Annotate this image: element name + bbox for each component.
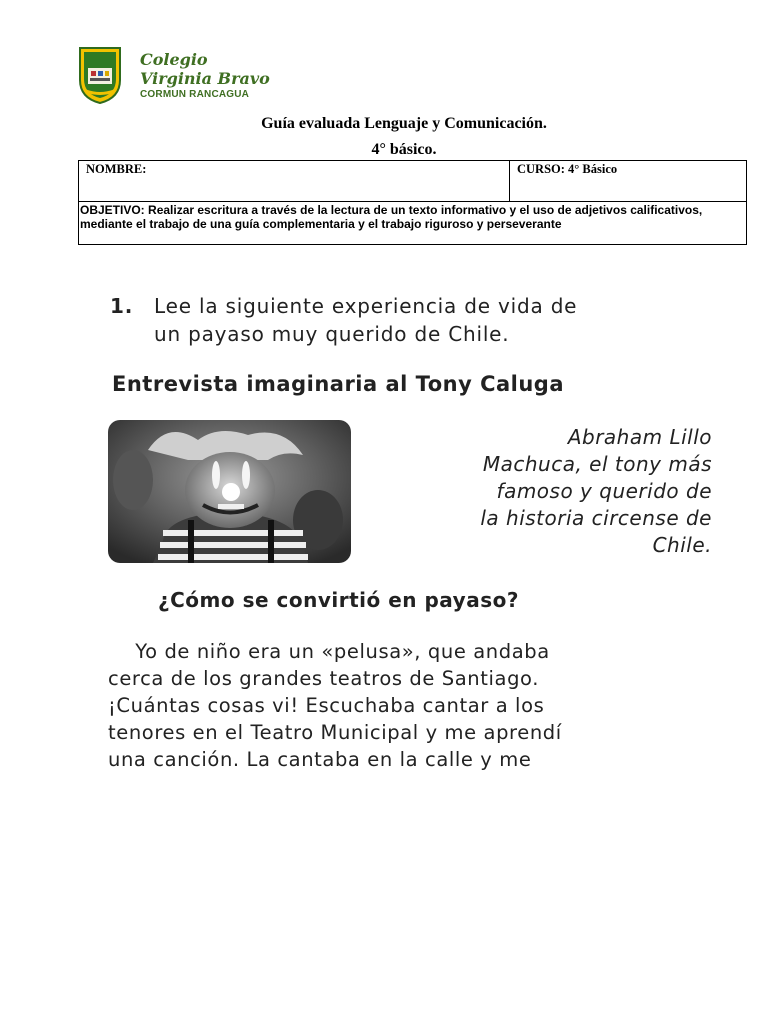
curso-cell [510, 161, 747, 202]
photo-caption [378, 424, 712, 559]
nombre-label: NOMBRE: [86, 162, 147, 176]
school-name [140, 50, 270, 102]
guide-title: Guía evaluada Lenguaje y Comunicación. [261, 115, 547, 132]
question-1-line2: un payaso muy querido de Chile. [154, 322, 510, 346]
caption-line: Machuca, el tony más [482, 452, 712, 476]
school-logo [78, 46, 122, 104]
school-name-line3: CORMUN RANCAGUA [140, 89, 250, 100]
grade-title: 4° básico. [371, 141, 437, 158]
caption-line: Abraham Lillo [567, 425, 712, 449]
paragraph-line: ¡Cuántas cosas vi! Escuchaba cantar a los [108, 694, 545, 717]
question-number: 1. [110, 294, 134, 318]
school-name-line1: Colegio [140, 50, 208, 69]
story-paragraph [108, 638, 712, 773]
school-name-line2: Virginia Bravo [140, 69, 270, 88]
caption-line: la historia circense de [480, 506, 712, 530]
clown-photo [108, 420, 351, 563]
info-table [78, 160, 747, 245]
paragraph-line: tenores en el Teatro Municipal y me aprendí [108, 721, 562, 744]
section-question: ¿Cómo se convirtió en payaso? [158, 588, 519, 612]
objetivo-text: Realizar escritura a través de la lectura de un texto informativo y el uso de adjetivos calificativos, mediante el trabajo de una guía complementaria y el trabajo riguroso y perseverante [80, 203, 703, 231]
question-1-line1: Lee la siguiente experiencia de vida de [154, 294, 578, 318]
objetivo-cell [79, 202, 747, 245]
paragraph-line: una canción. La cantaba en la calle y me [108, 748, 532, 771]
caption-line: Chile. [652, 533, 712, 557]
curso-label: CURSO: 4° Básico [517, 162, 618, 176]
caption-line: famoso y querido de [496, 479, 712, 503]
nombre-cell[interactable] [79, 161, 510, 202]
objetivo-label: OBJETIVO: [80, 203, 145, 217]
paragraph-line: Yo de niño era un «pelusa», que andaba [108, 640, 550, 663]
interview-title: Entrevista imaginaria al Tony Caluga [112, 372, 565, 396]
paragraph-line: cerca de los grandes teatros de Santiago. [108, 667, 540, 690]
